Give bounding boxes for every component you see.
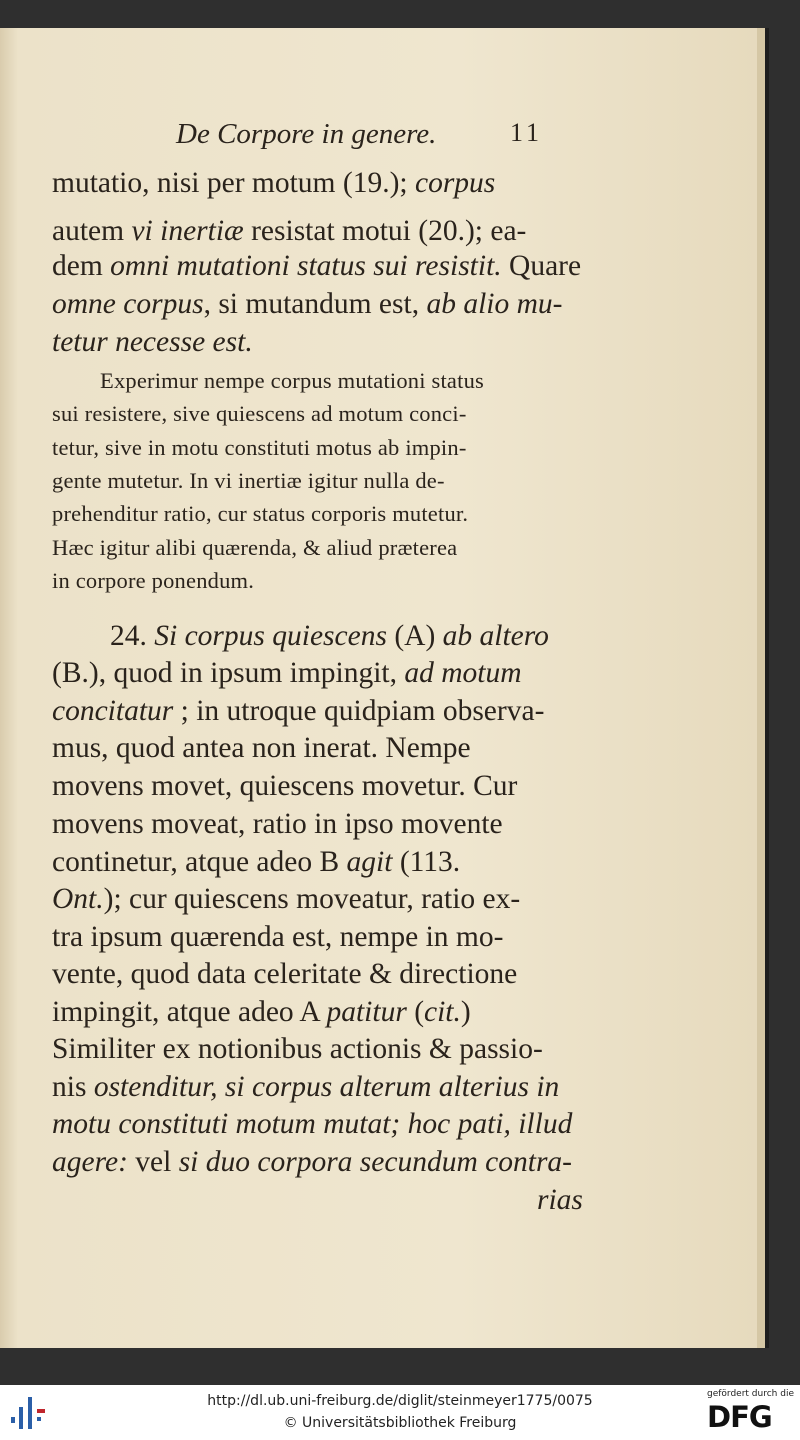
paragraph3-line	[52, 883, 520, 916]
page-number: 11	[510, 118, 544, 147]
paragraph2-line: Hæc igitur alibi quærenda, & aliud præterea	[52, 535, 458, 560]
paragraph1-line	[52, 288, 563, 321]
text-run: nis	[52, 1071, 94, 1103]
text-run: ; in utroque quidpiam observa-	[173, 695, 545, 727]
text-run: vente, quod data celeritate & directione	[52, 958, 518, 990]
text-run: ostenditur, si corpus alterum alterius in	[93, 1071, 560, 1103]
text-run: continetur, atque adeo B	[52, 846, 347, 878]
text-run: omni mutationi status sui resistit.	[110, 250, 502, 282]
text-run: omne corpus	[52, 288, 204, 320]
paragraph2-line: gente mutetur. In vi inertiæ igitur nulla de-	[52, 468, 445, 493]
paragraph2-line: tetur, sive in motu constituti motus ab impin-	[52, 435, 467, 460]
paragraph2-line: in corpore ponendum.	[52, 568, 255, 593]
paragraph3-line	[52, 695, 544, 728]
text-run: mutatio, nisi per motum (19.);	[52, 167, 415, 199]
paragraph3-line	[52, 1071, 559, 1104]
funding-note: gefördert durch die	[707, 1389, 794, 1399]
text-run: , si mutandum est,	[203, 288, 427, 320]
paragraph2-line: prehenditur ratio, cur status corporis mutetur.	[52, 501, 469, 526]
text-run: ab alio mu-	[426, 288, 563, 320]
text-run: ad motum	[404, 657, 522, 689]
paragraph3-line	[52, 1033, 543, 1066]
text-run: agit	[346, 846, 393, 878]
text-run: patitur	[326, 996, 407, 1028]
paragraph3-line	[52, 732, 471, 765]
text-run: Similiter ex notionibus actionis & passio-	[52, 1033, 543, 1065]
footer-bar	[0, 1385, 800, 1440]
paragraph3-line	[110, 620, 549, 653]
text-run: si duo corpora secundum contra-	[178, 1146, 572, 1178]
text-run: autem	[52, 215, 132, 247]
paragraph3-line	[52, 921, 503, 954]
paragraph3-line	[52, 846, 460, 879]
paragraph3-line	[52, 1108, 572, 1141]
text-run: corpus	[414, 167, 496, 199]
text-run: )	[460, 996, 471, 1028]
text-run: movens movet, quiescens movetur. Cur	[52, 770, 518, 802]
text-run: ); cur quiescens moveatur, ratio ex-	[103, 883, 521, 915]
text-run: agere:	[52, 1146, 128, 1178]
text-run: 24.	[110, 620, 155, 652]
text-run: tetur necesse est.	[52, 326, 253, 358]
text-run: vel	[127, 1146, 179, 1178]
catchword: rias	[537, 1184, 583, 1216]
paragraph3-line	[52, 808, 503, 841]
paragraph3-line	[52, 657, 522, 690]
copyright-notice: © Universitätsbibliothek Freiburg	[283, 1415, 517, 1431]
page-edge	[757, 28, 765, 1348]
text-run: mus, quod antea non inerat. Nempe	[52, 732, 471, 764]
text-run: (113.	[392, 846, 461, 878]
paragraph2-line: Experimur nempe corpus mutationi status	[100, 368, 484, 393]
text-run: motu constituti motum mutat; hoc pati, illud	[52, 1108, 573, 1140]
text-run: impingit, atque adeo A	[52, 996, 327, 1028]
text-run: movens moveat, ratio in ipso movente	[52, 808, 503, 840]
paragraph1-line	[52, 250, 581, 283]
text-run: resistat motui (20.); ea-	[243, 215, 527, 247]
text-run: concitatur	[52, 695, 174, 727]
text-run: (A)	[386, 620, 443, 652]
text-run: dem	[52, 250, 111, 282]
paragraph3-line	[52, 958, 517, 991]
text-run: (B.), quod in ipsum impingit,	[52, 657, 405, 689]
document-url[interactable]: http://dl.ub.uni-freiburg.de/diglit/steinmeyer1775/0075	[207, 1393, 593, 1409]
text-run: Quare	[501, 250, 582, 282]
text-run: Ont.	[52, 883, 104, 915]
paragraph2-line: sui resistere, sive quiescens ad motum conci-	[52, 401, 467, 426]
text-run: cit.	[424, 996, 461, 1028]
paragraph3-line	[52, 996, 471, 1029]
text-run: ab altero	[442, 620, 549, 652]
dfg-logo-text: DFG	[707, 1400, 772, 1434]
text-run: vi inertiæ	[131, 215, 244, 247]
paragraph1-line	[52, 215, 526, 248]
text-run: (	[406, 996, 425, 1028]
running-head	[176, 118, 596, 158]
paragraph3-line	[52, 1146, 572, 1179]
text-run: Si corpus quiescens	[154, 620, 387, 652]
paragraph3-line	[52, 770, 517, 803]
running-head-title: De Corpore in genere.	[176, 118, 437, 150]
text-run: tra ipsum quærenda est, nempe in mo-	[52, 921, 504, 953]
dfg-logo-icon[interactable]	[705, 1389, 795, 1437]
paragraph1-line	[52, 167, 495, 200]
paragraph1-line	[52, 326, 253, 359]
